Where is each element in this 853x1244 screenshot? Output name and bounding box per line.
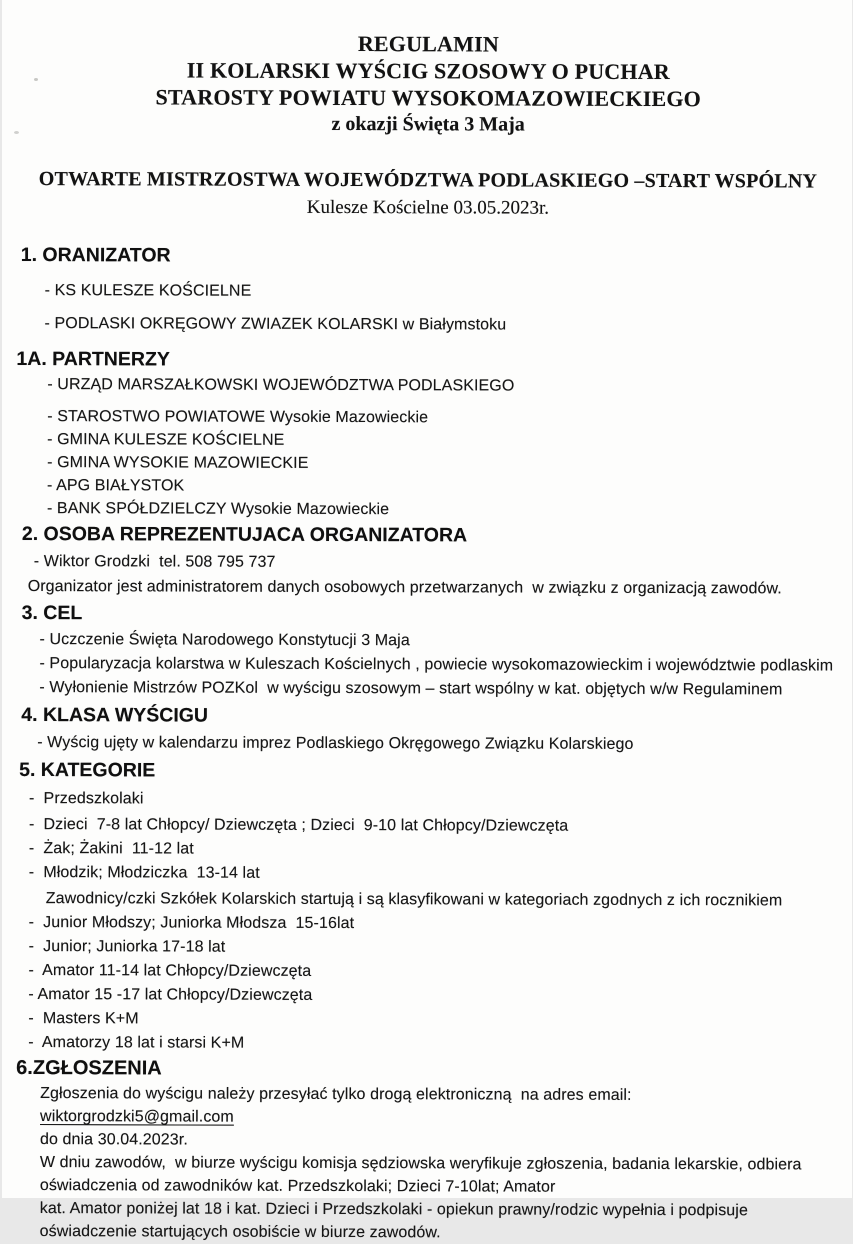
bullet-line: - GMINA WYSOKIE MAZOWIECKIE [46,454,309,472]
section-registration-heading: 6.ZGŁOSZENIA [15,1056,162,1080]
category-note-line: Zawodnicy/czki Szkółek Kolarskich startują i są klasyfikowani w kategoriach zgodnych z ich rocznikiem [45,890,782,910]
registration-text-line: kat. Amator poniżej lat 18 i kat. Dzieci i Przedszkolaki - opiekun prawny/rodzic wypełnia i podpisuje [39,1200,748,1220]
section-goal [1,601,851,700]
section-race-class [1,703,851,755]
bullet-line: - Wyścig ujęty w kalendarzu imprez Podlaskiego Okręgowego Związku Kolarskiego [36,734,634,753]
bullet-line: - KS KULESZE KOŚCIELNE [44,282,251,300]
bullet-line: - Uczczenie Święta Narodowego Konstytucji 3 Maja [39,631,410,650]
doc-title-line-2: II KOLARSKI WYŚCIG SZOSOWY O PUCHAR [186,57,670,85]
section-partners-heading: 1A. PARTNERZY [15,347,170,371]
section-registration [0,1056,850,1244]
data-admin-note: Organizator jest administratorem danych osobowych przetwarzanych w związku z organizacją zawodów. [27,578,782,598]
category-line: - Amator 15 -17 lat Chłopcy/Dziewczęta [27,986,312,1004]
doc-title-occasion: z okazji Święta 3 Maja [330,112,525,136]
doc-title-line-3: STAROSTY POWIATU WYSOKOMAZOWIECKIEGO [154,84,701,112]
email-link[interactable]: wiktorgrodzki5@gmail.com [39,1108,234,1126]
scanned-regulation-page [2,0,852,1242]
registration-deadline-line: do dnia 30.04.2023r. [39,1131,188,1149]
registration-text-line: oświadczenie startujących osobiście w biurze zawodów. [39,1223,441,1242]
document-header [2,0,853,222]
bullet-line: - BANK SPÓŁDZIELCZY Wysokie Mazowieckie [46,500,389,519]
category-line: - Amator 11-14 lat Chłopcy/Dziewczęta [27,962,311,980]
category-line: - Junior; Juniorka 17-18 lat [28,938,225,956]
registration-text-line: W dniu zawodów, w biurze wyścigu komisja sędziowska weryfikuje zgłoszenia, badania lekarskie, odbiera [39,1154,802,1174]
document-body [0,243,852,1244]
section-partners [1,347,852,521]
section-categories-heading: 5. KATEGORIE [18,758,155,782]
category-line: - Żak; Żakini 11-12 lat [28,840,194,858]
representative-contact: - Wiktor Grodzki tel. 508 795 737 [33,553,276,571]
section-race-class-heading: 4. KLASA WYŚCIGU [20,703,208,727]
bullet-line: - GMINA KULESZE KOŚCIELNE [46,431,284,449]
category-line: - Dzieci 7-8 lat Chłopcy/ Dziewczęta ; Dzieci 9-10 lat Chłopcy/Dziewczęta [28,816,568,835]
registration-text-line: oświadczenia od zawodników kat. Przedszkolaki; Dzieci 7-10lat; Amator [39,1177,555,1196]
category-line: - Junior Młodszy; Juniorka Młodsza 15-16lat [28,914,354,933]
category-line: - Amatorzy 18 lat i starsi K+M [27,1034,244,1052]
bullet-line: - APG BIAŁYSTOK [46,477,184,495]
bullet-line: - Popularyzacja kolarstwa w Kuleszach Kościelnych , powiecie wysokomazowieckim i województwie podlaskim [38,655,833,675]
category-line: - Przedszkolaki [28,790,144,808]
section-organizer-heading: 1. ORANIZATOR [20,243,171,267]
category-line: - Masters K+M [27,1010,139,1028]
section-representative-heading: 2. OSOBA REPREZENTUJACA ORGANIZATORA [21,522,467,547]
bullet-line: - Wyłonienie Mistrzów POZKol w wyścigu szosowym – start wspólny w kat. objętych w/w Regulaminem [38,679,782,699]
section-goal-heading: 3. CEL [21,601,82,625]
section-categories [0,758,851,1055]
bullet-line: - PODLASKI OKRĘGOWY ZWIAZEK KOLARSKI w Białymstoku [44,315,506,334]
doc-subtitle: OTWARTE MISTRZOSTWA WOJEWÓDZTWA PODLASKIEGO –START WSPÓLNY [38,168,817,193]
bullet-line: - URZĄD MARSZAŁKOWSKI WOJEWÓDZTWA PODLASKIEGO [46,376,514,395]
doc-title-line-1: REGULAMIN [357,31,499,57]
section-organizer [2,243,852,336]
section-representative [1,522,851,599]
doc-place-date: Kulesze Kościelne 03.05.2023r. [306,196,549,219]
bullet-line: - STAROSTWO POWIATOWE Wysokie Mazowieckie [46,408,428,427]
registration-text-line: Zgłoszenia do wyścigu należy przesyłać tylko drogą elektroniczną na adres email: [39,1085,632,1104]
category-line: - Młodzik; Młodziczka 13-14 lat [28,864,260,882]
